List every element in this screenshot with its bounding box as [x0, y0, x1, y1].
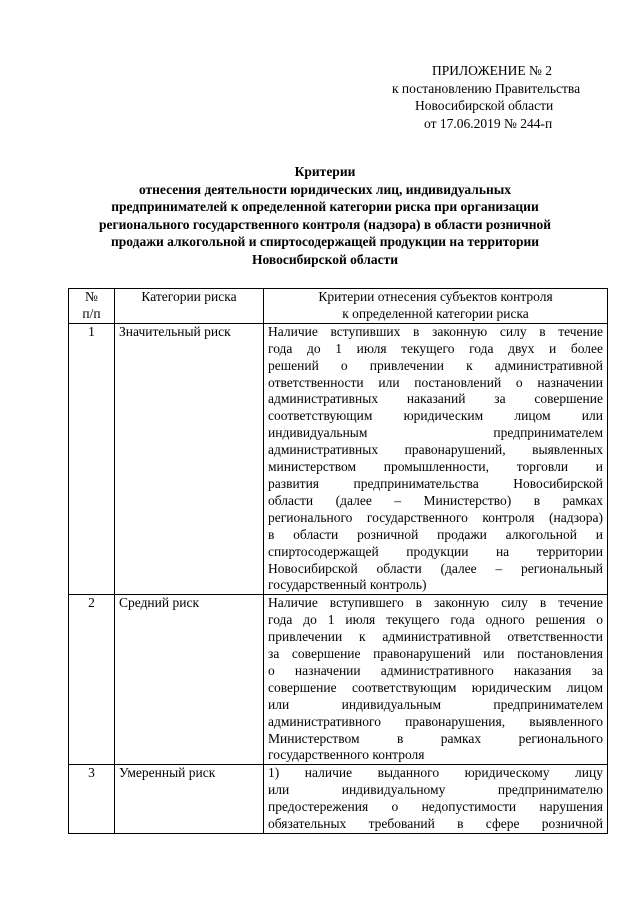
criteria-line: министерством промышленности, торговли и: [268, 459, 603, 475]
document-heading: [60, 163, 590, 268]
row-criteria: [264, 323, 608, 595]
document-title: Критерии: [294, 164, 356, 179]
appendix-line: к постановлению Правительства: [392, 80, 581, 96]
header-number: [69, 289, 115, 324]
criteria-line: года до 1 июля текущего года одного решения о: [268, 612, 603, 628]
criteria-line: Министерством в рамках регионального: [268, 730, 603, 746]
criteria-line: года до 1 июля текущего года двух и более: [268, 340, 603, 356]
criteria-line: индивидуальным предпринимателем: [268, 425, 603, 441]
criteria-line: предостережения о недопустимости нарушения: [268, 799, 603, 815]
criteria-line: развития предпринимательства Новосибирской: [268, 475, 603, 491]
row-criteria: [264, 595, 608, 765]
criteria-line: административных наказаний за совершение: [268, 391, 603, 407]
heading-line: предпринимателей к определенной категории риска при организации: [111, 199, 539, 214]
header-number-line: №: [85, 289, 98, 304]
criteria-line: государственный контроль): [268, 577, 427, 593]
criteria-line: или индивидуальным предпринимателем: [268, 696, 603, 712]
heading-line: Новосибирской области: [251, 251, 399, 267]
criteria-line: ответственности или постановлений о назначении: [268, 374, 603, 390]
criteria-line: соответствующим юридическим лицом или: [268, 408, 603, 424]
row-category: Значительный риск: [115, 323, 264, 595]
criteria-line: регионального государственного контроля (надзора): [268, 509, 603, 525]
criteria-line: административных правонарушений, выявленных: [268, 442, 603, 458]
criteria-line: области (далее – Министерство) в рамках: [268, 492, 603, 508]
row-number: 2: [69, 595, 115, 765]
criteria-line: Новосибирской области (далее – региональный: [268, 560, 603, 576]
table-row: [69, 323, 608, 595]
row-number: 1: [69, 323, 115, 595]
heading-line: отнесения деятельности юридических лиц, индивидуальных: [138, 181, 512, 197]
table-header-row: [69, 289, 608, 324]
heading-line: регионального государственного контроля (надзора) в области розничной: [98, 216, 552, 232]
criteria-line: спиртосодержащей продукции на территории: [268, 543, 603, 559]
criteria-line: Наличие вступившего в законную силу в течение: [268, 595, 603, 611]
table-row: [69, 595, 608, 765]
criteria-line: 1) наличие выданного юридическому лицу: [268, 765, 603, 781]
criteria-line: о назначении административного наказания за: [268, 662, 603, 678]
header-category: Категории риска: [115, 289, 264, 324]
header-criteria: [264, 289, 608, 324]
criteria-line: обязательных требований в сфере розничной: [268, 816, 603, 832]
row-category: Средний риск: [115, 595, 264, 765]
criteria-line: государственного контроля: [268, 747, 425, 763]
criteria-line: привлечении к административной ответственности: [268, 629, 603, 645]
appendix-block: [380, 62, 600, 132]
appendix-line: от 17.06.2019 № 244-п: [424, 115, 553, 131]
heading-line: продажи алкогольной и спиртосодержащей продукции на территории: [110, 234, 540, 249]
criteria-table: [68, 288, 608, 834]
criteria-line: в области розничной продажи алкогольной и: [268, 526, 603, 542]
header-criteria-line: к определенной категории риска: [342, 305, 529, 321]
criteria-line: совершение соответствующим юридическим лицом: [268, 679, 603, 695]
criteria-line: административного правонарушения, выявленного: [268, 713, 603, 729]
appendix-line: Новосибирской области: [415, 98, 554, 113]
table-row: [69, 765, 608, 834]
header-number-line: п/п: [82, 305, 101, 321]
appendix-line: ПРИЛОЖЕНИЕ № 2: [432, 63, 553, 78]
criteria-line: решений о привлечении к административной: [268, 357, 603, 373]
criteria-line: за совершение правонарушений или постановления: [268, 646, 603, 662]
row-number: 3: [69, 765, 115, 834]
criteria-line: Наличие вступивших в законную силу в течение: [268, 323, 603, 339]
criteria-line: или индивидуальному предпринимателю: [268, 782, 603, 798]
row-criteria: [264, 765, 608, 834]
row-category: Умеренный риск: [115, 765, 264, 834]
header-criteria-line: Критерии отнесения субъектов контроля: [318, 289, 553, 304]
